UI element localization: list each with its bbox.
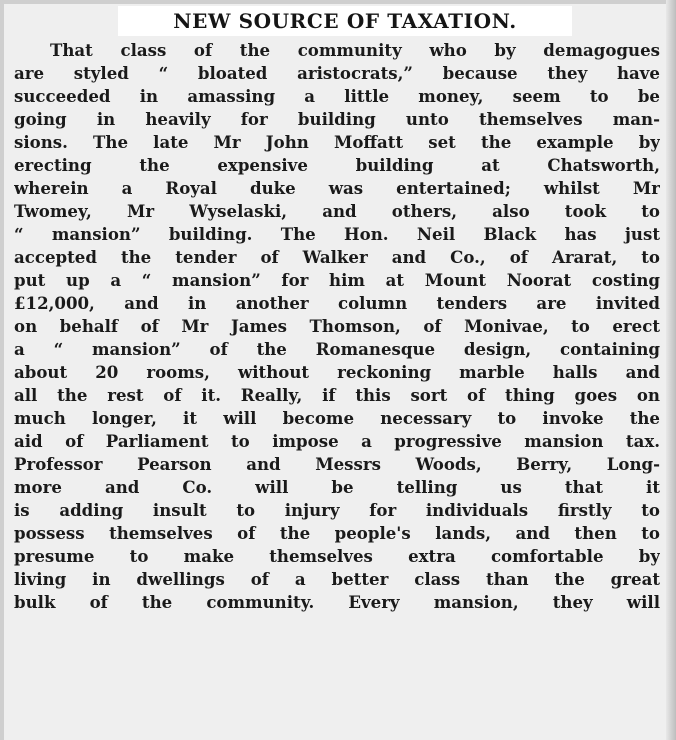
article-line: on behalf of Mr James Thomson, of Monivae, to erect [14,316,660,336]
article-line: aid of Parliament to impose a progressive mansion tax. [14,431,660,451]
article-line: That class of the community who by demagogues [50,40,660,60]
article-headline: NEW SOURCE OF TAXATION. [173,9,517,33]
article-line: succeeded in amassing a little money, seem to be [14,86,660,106]
scan-frame-right [666,0,676,740]
newspaper-clipping [4,4,666,740]
article-line: about 20 rooms, without reckoning marble halls and [14,362,660,382]
article-line: sions. The late Mr John Moffatt set the example by [14,132,660,152]
article-line: presume to make themselves extra comfortable by [14,546,660,566]
article-line: going in heavily for building unto themselves man- [14,109,660,129]
article-line: accepted the tender of Walker and Co., of Ararat, to [14,247,660,267]
article-line: all the rest of it. Really, if this sort of thing goes on [14,385,660,405]
article-line: £12,000, and in another column tenders are invited [14,293,660,313]
article-line: Professor Pearson and Messrs Woods, Berry, Long- [14,454,660,474]
article-line: living in dwellings of a better class than the great [14,569,660,589]
article-line: possess themselves of the people's lands, and then to [14,523,660,543]
article-line: more and Co. will be telling us that it [14,477,660,497]
article-line: bulk of the community. Every mansion, they will [14,592,660,612]
article-line: much longer, it will become necessary to invoke the [14,408,660,428]
article-line: put up a “ mansion” for him at Mount Noorat costing [14,270,660,290]
article-line: erecting the expensive building at Chatsworth, [14,155,660,175]
article-line: are styled “ bloated aristocrats,” because they have [14,63,660,83]
article-line: a “ mansion” of the Romanesque design, containing [14,339,660,359]
article-line: is adding insult to injury for individuals firstly to [14,500,660,520]
article-line: Twomey, Mr Wyselaski, and others, also took to [14,201,660,221]
article-line: “ mansion” building. The Hon. Neil Black has just [14,224,660,244]
article-line: wherein a Royal duke was entertained; whilst Mr [14,178,660,198]
